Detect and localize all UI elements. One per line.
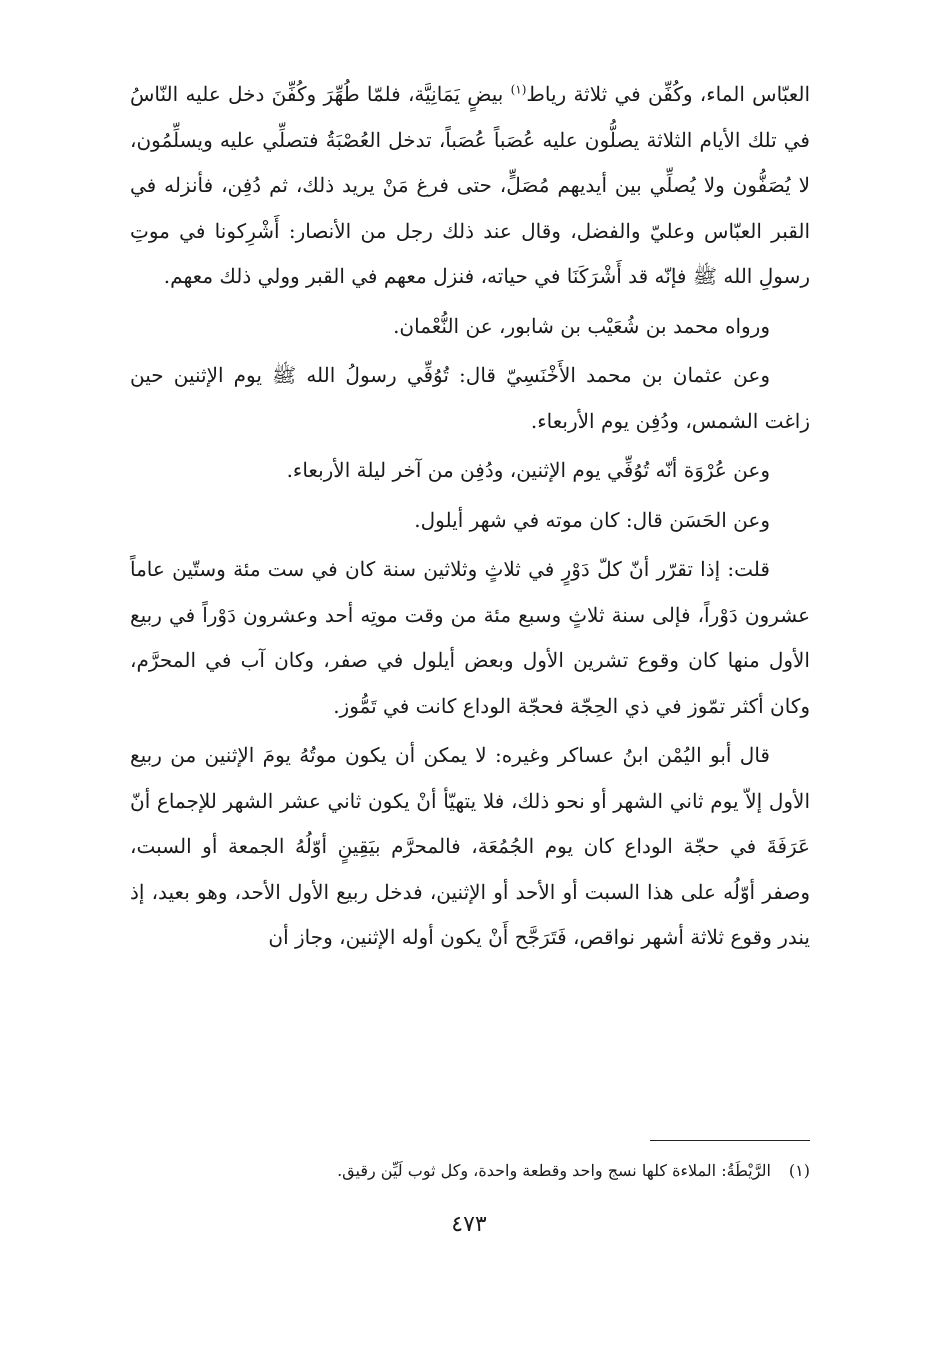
paragraph-2: ورواه محمد بن شُعَيْب بن شابور، عن النُّعْمان. bbox=[393, 313, 770, 338]
paragraph-4: وعن عُرْوَة أنّه تُوُفِّي يوم الإثنين، ودُفِن من آخر ليلة الأربعاء. bbox=[286, 458, 770, 482]
paragraph-7: قال أبو اليُمْن ابنُ عساكر وغيره: لا يمكن أن يكون موتُهُ يومَ الإثنين من ربيع الأول إلاّ يوم ثاني الشهر أو نحو ذلك، فلا يتهيّأ أنْ يكون ثاني عشر الشهر للإجماع أنّ عَرَفَةَ في حجّة الوداع كان يوم الجُمُعَة، فالمحرَّم بيَقِينٍ أوّلُهُ الجمعة أو السبت، وصفر أوّلُه على هذا السبت أو الأحد أو الإثنين، فدخل ربيع الأول الأحد، وهو بعيد، إذ يندر وقوع ثلاثة أشهر نواقص، فَتَرَجَّح أَنْ يكون أوله الإثنين، وجاز أن bbox=[130, 743, 810, 949]
footnote-number: (١) bbox=[788, 1161, 810, 1180]
paragraph-5: وعن الحَسَن قال: كان موته في شهر أيلول. bbox=[414, 507, 770, 532]
page-number: ٤٧٣ bbox=[451, 1212, 487, 1237]
main-text bbox=[130, 72, 810, 961]
paragraph-1-rest: بيضٍ يَمَانِيَّة، فلمّا طُهِّرَ وكُفِّنَ دخل عليه النّاسُ في تلك الأيام الثلاثة يصلُّون عليه عُصَباً عُصَباً، تدخل العُصْبَةُ فتصلِّي عليه ويسلِّمُون، لا يُصَفُّون ولا يُصلِّي بين أيديهم مُصَلٍّ، حتى فرغ مَنْ يريد ذلك، ثم دُفِن، فأنزله في القبر العبّاس وعليّ والفضل، وقال عند ذلك رجل من الأنصار: أَشْرِكونا في موتِ رسولِ الله ﷺ فإنّه قد أَشْرَكَنَا في حياته، فنزل معهم في القبر وولي ذلك معهم. bbox=[130, 82, 810, 288]
footnote bbox=[130, 1158, 810, 1184]
paragraph-6: قلت: إذا تقرّر أنّ كلّ دَوْرٍ في ثلاثٍ وثلاثين سنة كان في ست مئة وستّين عاماً عشرون دَوْراً، فإلى سنة ثلاثٍ وسبع مئة من وقت موتِه أحد وعشرون دَوْراً في ربيع الأول منها كان وقوع تشرين الأول وبعض أيلول في صفر، وكان آب في المحرَّم، وكان أكثر تمّوز في ذي الحِجّة فحجّة الوداع كانت في تَمُّوز. bbox=[130, 557, 810, 718]
paragraph-1-start: العبّاس الماء، وكُفِّن في ثلاثة رياط bbox=[526, 82, 811, 106]
footnote-divider bbox=[650, 1140, 810, 1141]
paragraph-3: وعن عثمان بن محمد الأَخْنَسِيّ قال: تُوُفِّي رسولُ الله ﷺ يوم الإثنين حين زاغت الشمس، ودُفِن يوم الأربعاء. bbox=[130, 363, 810, 433]
paragraph-1 bbox=[130, 72, 810, 300]
footnote-reference[interactable]: (١) bbox=[510, 82, 527, 97]
footnote-text: الرَّيْطَةُ: الملاءة كلها نسج واحد وقطعة واحدة، وكل ثوب لَيِّن رقيق. bbox=[337, 1161, 771, 1180]
